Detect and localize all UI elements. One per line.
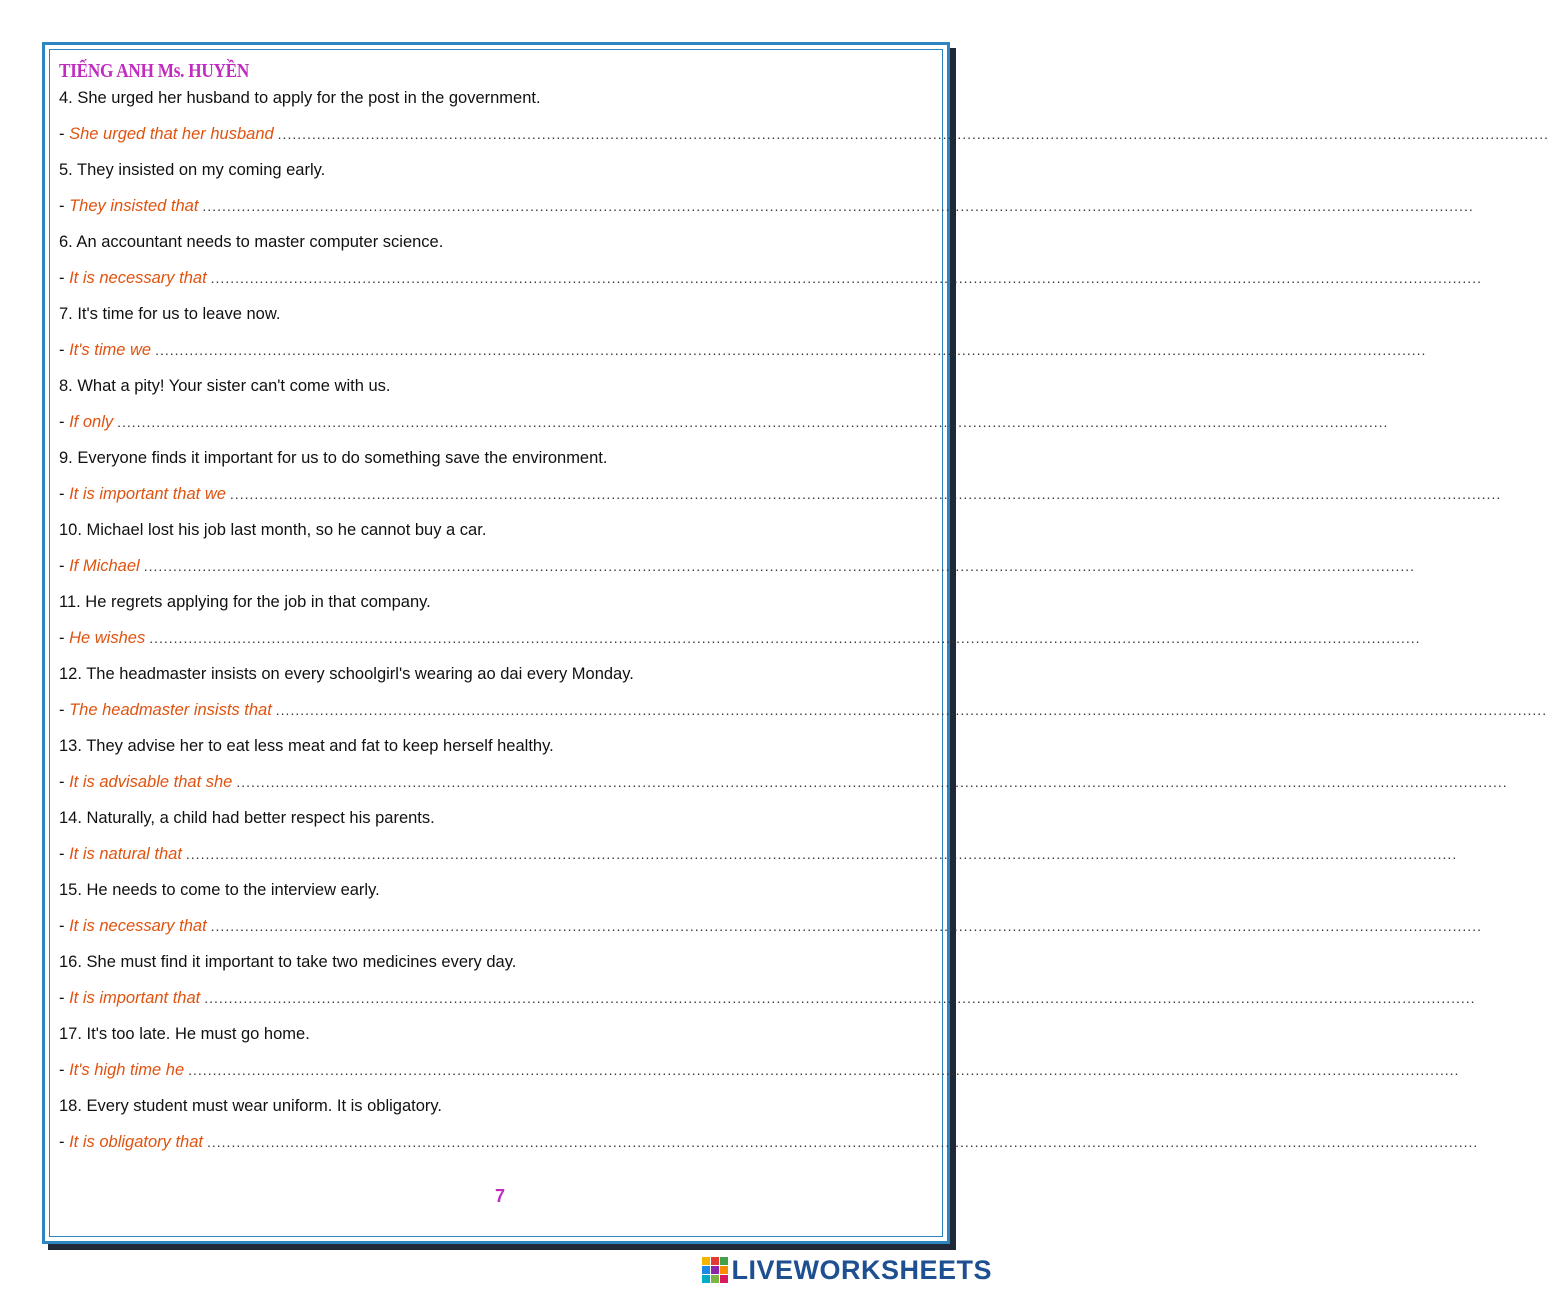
exercise-answer-row: [59, 1058, 1460, 1094]
answer-dash: -: [59, 1133, 70, 1151]
answer-blank-field[interactable]: ....................................................................................................................................................................................................................................................................: [149, 630, 1421, 646]
answer-lead-text: It is necessary that: [69, 917, 207, 935]
exercise-answer-row: [59, 410, 1389, 446]
exercise-answer-row: [59, 266, 1482, 302]
answer-lead-text: It is important that: [69, 989, 201, 1007]
answer-blank-field[interactable]: ....................................................................................................................................................................................................................................................................: [275, 702, 1548, 718]
answer-dash: -: [59, 845, 70, 863]
exercise-question: 18. Every student must wear uniform. It is obligatory.: [59, 1097, 443, 1115]
answer-lead-text: It is natural that: [69, 845, 182, 863]
answer-lead-text: He wishes: [69, 629, 146, 647]
answer-blank-field[interactable]: ....................................................................................................................................................................................................................................................................: [202, 198, 1474, 214]
answer-lead-text: It's time we: [69, 341, 152, 359]
exercise-answer-row: [59, 554, 1416, 590]
exercise-question: 7. It's time for us to leave now.: [59, 305, 281, 323]
answer-dash: -: [59, 197, 70, 215]
liveworksheets-logo[interactable]: [702, 1254, 992, 1286]
answer-lead-text: The headmaster insists that: [69, 701, 272, 719]
answer-blank-field[interactable]: ....................................................................................................................................................................................................................................................................: [207, 1134, 1479, 1150]
answer-blank-field[interactable]: ....................................................................................................................................................................................................................................................................: [143, 558, 1416, 574]
answer-blank-field[interactable]: ....................................................................................................................................................................................................................................................................: [277, 126, 1549, 142]
exercise-answer-row: [59, 698, 1548, 734]
exercise-list: [59, 86, 1549, 1166]
answer-blank-field[interactable]: ....................................................................................................................................................................................................................................................................: [155, 342, 1427, 358]
exercise-answer-row: [59, 842, 1458, 878]
answer-dash: -: [59, 485, 70, 503]
exercise-question: 9. Everyone finds it important for us to do something save the environment.: [59, 449, 608, 467]
exercise-question: 11. He regrets applying for the job in that company.: [59, 593, 431, 611]
answer-dash: -: [59, 1061, 70, 1079]
liveworksheets-logo-icon: [702, 1257, 728, 1283]
answer-dash: -: [59, 557, 70, 575]
exercise-answer-row: [59, 770, 1508, 806]
exercise-answer-row: [59, 914, 1482, 950]
answer-lead-text: It is important that we: [69, 485, 226, 503]
exercise-question: 8. What a pity! Your sister can't come with us.: [59, 377, 391, 395]
exercise-question: 16. She must find it important to take two medicines every day.: [59, 953, 517, 971]
exercise-question: 14. Naturally, a child had better respect his parents.: [59, 809, 435, 827]
answer-blank-field[interactable]: ....................................................................................................................................................................................................................................................................: [210, 918, 1482, 934]
exercise-question: 4. She urged her husband to apply for the post in the government.: [59, 89, 541, 107]
exercise-answer-row: [59, 122, 1549, 158]
answer-lead-text: If Michael: [69, 557, 140, 575]
answer-dash: -: [59, 629, 70, 647]
answer-lead-text: It is obligatory that: [69, 1133, 203, 1151]
exercise-question: 17. It's too late. He must go home.: [59, 1025, 310, 1043]
exercise-question: 15. He needs to come to the interview early.: [59, 881, 380, 899]
answer-dash: -: [59, 341, 70, 359]
answer-blank-field[interactable]: ....................................................................................................................................................................................................................................................................: [117, 414, 1389, 430]
answer-lead-text: It is advisable that she: [69, 773, 233, 791]
answer-blank-field[interactable]: ....................................................................................................................................................................................................................................................................: [185, 846, 1458, 862]
exercise-answer-row: [59, 1130, 1479, 1166]
exercise-answer-row: [59, 626, 1421, 662]
answer-blank-field[interactable]: ....................................................................................................................................................................................................................................................................: [210, 270, 1482, 286]
exercise-question: 13. They advise her to eat less meat and fat to keep herself healthy.: [59, 737, 554, 755]
answer-dash: -: [59, 125, 70, 143]
answer-lead-text: She urged that her husband: [69, 125, 274, 143]
answer-dash: -: [59, 917, 70, 935]
answer-blank-field[interactable]: ....................................................................................................................................................................................................................................................................: [188, 1062, 1460, 1078]
exercise-answer-row: [59, 986, 1476, 1022]
liveworksheets-logo-text: LIVEWORKSHEETS: [731, 1254, 992, 1285]
answer-blank-field[interactable]: ....................................................................................................................................................................................................................................................................: [236, 774, 1508, 790]
answer-dash: -: [59, 989, 70, 1007]
exercise-question: 5. They insisted on my coming early.: [59, 161, 326, 179]
answer-dash: -: [59, 269, 70, 287]
answer-lead-text: It's high time he: [69, 1061, 185, 1079]
exercise-answer-row: [59, 338, 1427, 374]
exercise-question: 12. The headmaster insists on every schoolgirl's wearing ao dai every Monday.: [59, 665, 634, 683]
page-number: 7: [494, 1186, 505, 1206]
answer-blank-field[interactable]: ....................................................................................................................................................................................................................................................................: [229, 486, 1502, 502]
exercise-question: 10. Michael lost his job last month, so he cannot buy a car.: [59, 521, 487, 539]
answer-lead-text: It is necessary that: [69, 269, 207, 287]
exercise-question: 6. An accountant needs to master computer science.: [59, 233, 444, 251]
answer-lead-text: If only: [69, 413, 114, 431]
answer-lead-text: They insisted that: [69, 197, 199, 215]
exercise-answer-row: [59, 482, 1502, 518]
worksheet-header: TIẾNG ANH Ms. HUYỀN: [59, 60, 250, 82]
exercise-answer-row: [59, 194, 1474, 230]
answer-blank-field[interactable]: ....................................................................................................................................................................................................................................................................: [204, 990, 1476, 1006]
answer-dash: -: [59, 701, 70, 719]
answer-dash: -: [59, 413, 70, 431]
answer-dash: -: [59, 773, 70, 791]
